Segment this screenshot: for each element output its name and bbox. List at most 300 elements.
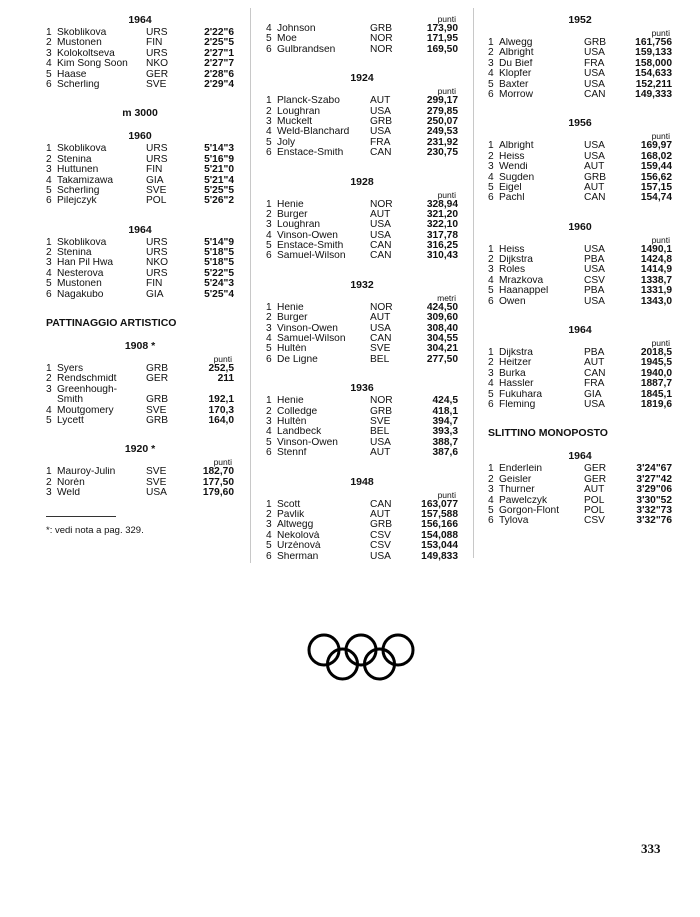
athlete-name: Stenina <box>57 154 92 165</box>
athlete-name: Altwegg <box>277 520 314 531</box>
results-block <box>266 279 458 365</box>
athlete-name: Pachl <box>499 193 525 204</box>
athlete-name: Mustonen <box>57 279 102 290</box>
athlete-name: Syers <box>57 364 84 375</box>
rank: 5 <box>266 136 272 148</box>
athlete-name: Colledge <box>277 406 318 417</box>
rank: 4 <box>266 333 272 345</box>
nation-code: URS <box>146 247 168 259</box>
rank: 3 <box>488 161 494 173</box>
result-value: 153,044 <box>421 540 458 552</box>
rank: 3 <box>46 164 52 176</box>
nation-code: AUT <box>584 181 605 193</box>
nation-code: POL <box>584 494 605 506</box>
rank: 1 <box>488 463 494 475</box>
result-value: 299,17 <box>426 95 458 107</box>
nation-code: USA <box>584 68 605 80</box>
result-value: 5'24"3 <box>204 278 234 290</box>
rank: 3 <box>488 264 494 276</box>
rank: 1 <box>46 143 52 155</box>
nation-code: CSV <box>584 515 605 527</box>
rank: 6 <box>266 147 272 159</box>
result-row <box>488 485 672 495</box>
rank: 1 <box>266 498 272 510</box>
result-row <box>46 196 234 206</box>
result-row <box>46 290 234 300</box>
result-row <box>488 400 672 410</box>
result-value: 177,50 <box>202 476 234 488</box>
nation-code: SVE <box>146 78 167 90</box>
result-row <box>488 69 672 79</box>
athlete-name: Norén <box>57 477 85 488</box>
nation-code: GIA <box>146 174 164 186</box>
unit-label: punti <box>651 28 670 38</box>
year-heading: 1952 <box>568 14 592 26</box>
result-value: 5'21"4 <box>204 174 234 186</box>
result-row <box>46 385 234 395</box>
rank: 1 <box>488 37 494 48</box>
rank: 6 <box>46 288 52 300</box>
result-value: 3'30"52 <box>636 494 672 506</box>
rank: 1 <box>266 301 272 313</box>
result-value: 322,10 <box>426 219 458 231</box>
athlete-name: Henie <box>277 302 304 313</box>
nation-code: CAN <box>370 147 392 159</box>
athlete-name: Hassler <box>499 379 534 390</box>
rank: 6 <box>488 295 494 307</box>
result-value: 5'26"2 <box>204 195 234 207</box>
rank: 2 <box>266 312 272 324</box>
result-value: 424,50 <box>426 301 458 313</box>
athlete-name: Pilejczyk <box>57 196 97 207</box>
result-value: 5'16"9 <box>204 153 234 165</box>
year-heading: 1964 <box>128 14 152 26</box>
nation-code: URS <box>146 267 168 279</box>
results-block <box>266 476 458 562</box>
year-heading: 1960 <box>568 220 592 233</box>
nation-code: USA <box>584 47 605 59</box>
nation-code: GIA <box>584 388 602 400</box>
athlete-name: Fukuhara <box>499 389 543 400</box>
nation-code: SVE <box>146 404 167 416</box>
unit-label: punti <box>437 489 456 500</box>
rank: 2 <box>46 373 52 385</box>
result-value: 192,1 <box>208 394 234 406</box>
rank: 1 <box>46 466 52 478</box>
rank: 6 <box>488 88 494 100</box>
result-row <box>46 165 234 175</box>
unit-label: punti <box>651 234 670 245</box>
rank: 4 <box>488 171 494 183</box>
result-row <box>266 541 458 551</box>
athlete-name: Nagakubo <box>57 289 104 300</box>
rank: 4 <box>488 274 494 286</box>
unit-label: punti <box>213 457 232 468</box>
athlete-name: Morrow <box>499 89 533 100</box>
result-row <box>266 45 458 55</box>
nation-code: FRA <box>584 57 605 69</box>
rank: 5 <box>46 68 52 80</box>
athlete-name: Heiss <box>499 244 525 255</box>
athlete-name: Burger <box>277 209 308 220</box>
result-value: 158,000 <box>635 57 672 69</box>
result-value: 387,6 <box>432 447 458 459</box>
result-value: 154,633 <box>635 68 672 80</box>
result-value: 156,166 <box>421 519 458 531</box>
result-value: 149,833 <box>421 550 458 562</box>
athlete-name: Landbeck <box>277 427 322 438</box>
results-block <box>488 221 672 307</box>
nation-code: AUT <box>370 95 391 107</box>
nation-code: USA <box>370 550 391 562</box>
nation-code: NOR <box>370 198 393 210</box>
result-row <box>266 417 458 427</box>
result-value: 179,60 <box>202 487 234 499</box>
result-value: 1940,0 <box>640 367 672 379</box>
athlete-name: Takamizawa <box>57 175 114 186</box>
athlete-name: Haanappel <box>499 286 549 297</box>
result-row <box>266 552 458 562</box>
athlete-name: Roles <box>499 265 526 276</box>
rank: 1 <box>266 198 272 210</box>
rank: 1 <box>46 236 52 248</box>
result-row <box>266 448 458 458</box>
athlete-name: Skoblikova <box>57 237 107 248</box>
nation-code: FIN <box>146 278 163 290</box>
rank: 1 <box>488 140 494 152</box>
rank: 4 <box>266 426 272 438</box>
nation-code: GRB <box>370 519 393 531</box>
athlete-name: Du Bief <box>499 58 533 69</box>
result-value: 321,20 <box>426 208 458 220</box>
result-value: 182,70 <box>202 466 234 478</box>
nation-code: PBA <box>584 285 605 297</box>
athlete-name: Haase <box>57 69 87 80</box>
nation-code: POL <box>146 195 167 207</box>
athlete-name: Samuel-Wilson <box>277 334 346 345</box>
rank: 4 <box>266 529 272 541</box>
result-value: 157,15 <box>640 181 672 193</box>
nation-code: USA <box>370 229 391 241</box>
nation-code: GRB <box>584 171 607 183</box>
athlete-name: Tylova <box>499 516 529 527</box>
athlete-name: Heitzer <box>499 358 532 369</box>
footnote: *: vedi nota a pag. 329. <box>46 524 144 536</box>
result-row <box>46 364 234 374</box>
rank: 3 <box>266 322 272 334</box>
rank: 4 <box>266 229 272 241</box>
athlete-name: Skoblikova <box>57 28 107 38</box>
result-value: 304,21 <box>426 343 458 355</box>
rank: 2 <box>266 508 272 520</box>
year-heading: 1948 <box>350 475 374 488</box>
nation-code: USA <box>584 140 605 152</box>
section-title: SLITTINO MONOPOSTO <box>488 427 608 440</box>
nation-code: USA <box>370 436 391 448</box>
rank: 2 <box>46 476 52 488</box>
nation-code: CSV <box>584 274 605 286</box>
athlete-name: Stenina <box>57 248 92 259</box>
results-block <box>488 117 672 203</box>
result-value: 2'29"4 <box>204 78 234 90</box>
result-value: 170,3 <box>208 404 234 416</box>
result-value: 159,44 <box>640 161 672 173</box>
rank: 2 <box>46 37 52 49</box>
rank: 2 <box>266 105 272 117</box>
rank: 6 <box>488 398 494 410</box>
rank: 5 <box>488 504 494 516</box>
nation-code: SVE <box>370 343 391 355</box>
athlete-name: Scherling <box>57 185 100 196</box>
athlete-name: Moutgomery <box>57 405 114 416</box>
nation-code: GER <box>146 373 169 385</box>
rank: 2 <box>488 357 494 369</box>
athlete-name: Burka <box>499 368 526 379</box>
result-row <box>266 407 458 417</box>
nation-code: BEL <box>370 426 390 438</box>
result-row <box>46 80 234 90</box>
results-block <box>266 176 458 262</box>
result-value: 5'21"0 <box>204 164 234 176</box>
rank: 1 <box>488 243 494 255</box>
athlete-name: Vinson-Owen <box>277 230 338 241</box>
athlete-name: Klopfer <box>499 69 532 80</box>
nation-code: CAN <box>370 333 392 345</box>
athlete-name: Weld <box>57 488 81 499</box>
nation-code: USA <box>584 243 605 255</box>
athlete-name: Stennf <box>277 448 307 459</box>
result-value: 152,211 <box>635 78 672 90</box>
year-heading: 1908 * <box>124 340 156 353</box>
rank: 5 <box>266 436 272 448</box>
result-value: 3'32"76 <box>636 515 672 527</box>
result-value: 1338,7 <box>640 274 672 286</box>
nation-code: CAN <box>370 250 392 262</box>
nation-code: GER <box>146 68 169 80</box>
athlete-name: Muckelt <box>277 116 313 127</box>
athlete-name: Gorgon-Flont <box>499 505 560 516</box>
result-value: 173,90 <box>426 23 458 34</box>
athlete-name: Lycett <box>57 415 84 426</box>
result-value: 2'22"6 <box>204 27 234 38</box>
result-value: 310,43 <box>426 250 458 262</box>
nation-code: USA <box>146 487 167 499</box>
athlete-name: Dijkstra <box>499 255 533 266</box>
athlete-name: Loughran <box>277 106 321 117</box>
result-value: 2'27"1 <box>204 47 234 59</box>
results-block <box>46 224 234 300</box>
rank: 2 <box>46 153 52 165</box>
rank: 2 <box>488 150 494 162</box>
rank: 1 <box>266 95 272 107</box>
rank: 3 <box>266 115 272 127</box>
athlete-name: Skoblikova <box>57 144 107 155</box>
athlete-name: Urzénová <box>277 541 321 552</box>
rank: 3 <box>266 519 272 531</box>
rank: 6 <box>266 353 272 365</box>
result-row <box>266 148 458 158</box>
result-value: 2'28"6 <box>204 68 234 80</box>
athlete-name: Wendi <box>499 162 528 173</box>
athlete-name: Henie <box>277 199 304 210</box>
results-block <box>266 72 458 158</box>
result-value: 5'25"4 <box>204 288 234 300</box>
rank: 4 <box>266 23 272 34</box>
results-block <box>488 14 672 100</box>
result-value: 317,78 <box>426 229 458 241</box>
nation-code: AUT <box>584 161 605 173</box>
result-value: 316,25 <box>426 240 458 252</box>
result-value: 2018,5 <box>640 347 672 359</box>
nation-code: GRB <box>370 115 393 127</box>
result-row <box>266 251 458 261</box>
nation-code: SVE <box>146 184 167 196</box>
nation-code: PBA <box>584 347 605 359</box>
nation-code: CSV <box>370 529 391 541</box>
result-value: 161,756 <box>635 37 672 48</box>
result-value: 3'24"67 <box>636 463 672 475</box>
rank: 6 <box>266 250 272 262</box>
athlete-name: Gulbrandsen <box>277 44 336 55</box>
athlete-name: Burger <box>277 313 308 324</box>
nation-code: URS <box>146 27 168 38</box>
result-value: 1490,1 <box>640 243 672 255</box>
result-value: 2'27"7 <box>204 58 234 70</box>
rank: 3 <box>46 383 52 395</box>
result-row <box>488 193 672 203</box>
rank: 1 <box>46 363 52 375</box>
result-row <box>266 427 458 437</box>
result-row <box>488 90 672 100</box>
rank: 3 <box>488 367 494 379</box>
result-value: 3'27"42 <box>636 473 672 485</box>
nation-code: AUT <box>370 312 391 324</box>
athlete-name: Mauroy-Julin <box>57 467 116 478</box>
result-value: 304,55 <box>426 333 458 345</box>
unit-label: metri <box>437 292 456 303</box>
results-block <box>266 382 458 458</box>
result-value: 250,07 <box>426 115 458 127</box>
result-value: 5'22"5 <box>204 267 234 279</box>
rank: 6 <box>46 195 52 207</box>
nation-code: URS <box>146 143 168 155</box>
rank: 6 <box>266 43 272 55</box>
athlete-name: Pawelczyk <box>499 495 548 506</box>
athlete-name: Vinson-Owen <box>277 323 338 334</box>
athlete-name: Dijkstra <box>499 348 533 359</box>
olympic-rings-icon <box>305 633 417 681</box>
result-value: 2'25"5 <box>204 37 234 49</box>
athlete-name: Greenhough- <box>57 384 118 395</box>
rank: 3 <box>46 257 52 269</box>
nation-code: CSV <box>370 540 391 552</box>
rank: 6 <box>46 78 52 90</box>
result-row <box>46 395 234 405</box>
results-block <box>46 443 234 498</box>
athlete-name: Geisler <box>499 474 532 485</box>
athlete-name: Baxter <box>499 79 529 90</box>
result-value: 3'32"73 <box>636 504 672 516</box>
results-block <box>46 14 234 90</box>
nation-code: USA <box>370 219 391 231</box>
athlete-name: Hultén <box>277 416 307 427</box>
result-value: 393,3 <box>432 426 458 438</box>
unit-label: punti <box>437 189 456 200</box>
nation-code: SVE <box>146 466 167 478</box>
result-value: 3'29"06 <box>636 484 672 496</box>
result-row <box>46 374 234 384</box>
nation-code: URS <box>146 47 168 59</box>
athlete-name: Owen <box>499 296 526 307</box>
nation-code: GER <box>584 463 607 475</box>
rank: 5 <box>266 540 272 552</box>
rank: 5 <box>488 78 494 90</box>
result-value: 164,0 <box>208 414 234 426</box>
rank: 3 <box>266 219 272 231</box>
result-value: 1945,5 <box>640 357 672 369</box>
result-value: 1414,9 <box>640 264 672 276</box>
result-value: 308,40 <box>426 322 458 334</box>
result-value: 154,74 <box>640 192 672 204</box>
rank: 2 <box>488 254 494 266</box>
results-column-1 <box>46 14 234 536</box>
result-value: 231,92 <box>426 136 458 148</box>
athlete-name: Fleming <box>499 399 536 410</box>
athlete-name: Alwegg <box>499 38 533 48</box>
result-row <box>488 297 672 307</box>
athlete-name: Nesterova <box>57 268 104 279</box>
athlete-name: Albright <box>499 141 534 152</box>
result-value: 230,75 <box>426 147 458 159</box>
athlete-name: De Ligne <box>277 354 318 365</box>
nation-code: AUT <box>370 208 391 220</box>
nation-code: GRB <box>146 394 169 406</box>
rank: 3 <box>488 57 494 69</box>
result-row <box>266 96 458 106</box>
year-heading: 1964 <box>128 223 152 236</box>
rank: 5 <box>46 184 52 196</box>
athlete-name: Mustonen <box>57 38 102 49</box>
athlete-name: Albright <box>499 48 534 59</box>
nation-code: POL <box>584 504 605 516</box>
page-number: 333 <box>641 841 661 856</box>
rank: 2 <box>266 405 272 417</box>
result-row <box>46 406 234 416</box>
section-title: m 3000 <box>122 107 158 120</box>
result-value: 169,97 <box>640 140 672 152</box>
result-value: 394,7 <box>432 415 458 427</box>
year-heading: 1960 <box>128 130 152 143</box>
result-value: 1343,0 <box>640 295 672 307</box>
nation-code: GRB <box>146 363 169 375</box>
result-value: 277,50 <box>426 353 458 365</box>
unit-label: punti <box>437 14 456 24</box>
rank: 6 <box>266 550 272 562</box>
athlete-name: Scherling <box>57 79 100 90</box>
result-value: 163,077 <box>421 498 458 510</box>
athlete-name: Eigel <box>499 182 522 193</box>
nation-code: CAN <box>584 88 606 100</box>
rank: 4 <box>46 404 52 416</box>
nation-code: USA <box>584 78 605 90</box>
results-block <box>46 130 234 206</box>
result-value: 211 <box>217 373 234 385</box>
athlete-name: Enstace-Smith <box>277 241 344 252</box>
rank: 2 <box>46 247 52 259</box>
nation-code: CAN <box>370 498 392 510</box>
year-heading: 1920 * <box>124 443 156 456</box>
athlete-name: Enderlein <box>499 464 543 475</box>
